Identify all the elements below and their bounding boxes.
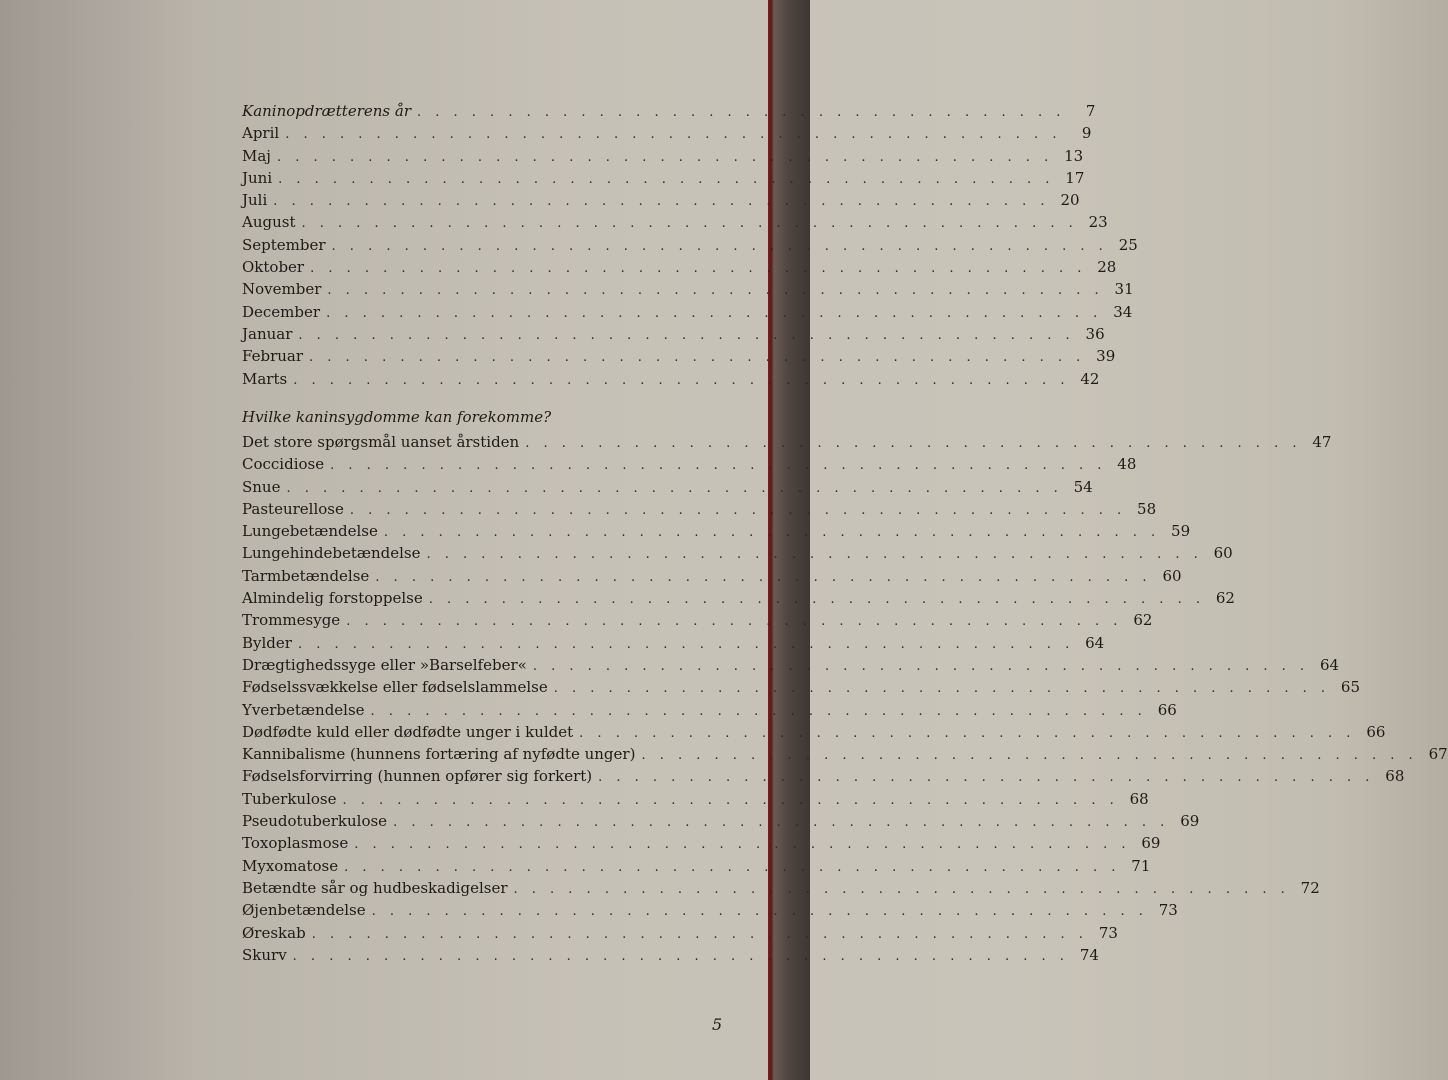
toc-entry-title: Betændte sår og hudbeskadigelser <box>242 878 508 897</box>
toc-entry <box>242 788 1149 810</box>
dot-leader: . . . . . . . . . . . . . . . . . . . . . . . . . . . . . . . . . . . . . . . . . . . <box>426 547 1203 563</box>
dot-leader: . . . . . . . . . . . . . . . . . . . . . . . . . . . . . . . . . . . . . . . . . . . <box>286 480 1063 496</box>
toc-entry-title: November <box>242 280 322 299</box>
dot-leader: . . . . . . . . . . . . . . . . . . . . . . . . . . . . . . . . . . . . . . . . . . . <box>513 881 1290 897</box>
toc-entry-title: Oktober <box>242 258 305 277</box>
toc-page-number: 66 <box>1157 700 1177 719</box>
toc-entry <box>242 899 1178 921</box>
toc-entry <box>242 922 1118 944</box>
toc-entry-title: Januar <box>242 324 293 343</box>
dot-leader: . . . . . . . . . . . . . . . . . . . . . . . . . . . . . . . . . . . . . . . . . . . <box>375 569 1152 585</box>
toc-entry <box>242 520 1191 542</box>
toc-page-number: 28 <box>1097 258 1117 277</box>
dot-leader: . . . . . . . . . . . . . . . . . . . . . . . . . . . . . . . . . . . . . . . . . . . <box>310 261 1087 277</box>
toc-entry <box>242 278 1134 300</box>
toc-page-number: 60 <box>1162 566 1182 585</box>
toc-entry <box>242 877 1320 899</box>
toc-page-number: 7 <box>1085 102 1096 120</box>
dot-leader: . . . . . . . . . . . . . . . . . . . . . . . . . . . . . . . . . . . . . . . . . . . <box>326 305 1103 321</box>
dot-leader: . . . . . . . . . . . . . . . . . . . . . . . . . . . . . . . . . . . . . . . . . . . <box>330 458 1107 474</box>
toc-section-year <box>242 100 1138 390</box>
toc-page-number: 25 <box>1118 235 1138 254</box>
dot-leader: . . . . . . . . . . . . . . . . . . . . . . . . . . . . . . . . . . . . . . . . . . . <box>285 127 1062 143</box>
toc-page-number: 23 <box>1088 213 1108 232</box>
dot-leader: . . . . . . . . . . . . . . . . . . . . . . . . . . . . . . . . . . . . . . . . . . . <box>344 859 1121 875</box>
toc-entry <box>242 145 1084 167</box>
toc-entry-list <box>242 122 1138 390</box>
toc-page-number: 69 <box>1141 834 1161 853</box>
dot-leader: . . . . . . . . . . . . . . . . . . . . . . . . . . . . . . . . . . . . . . . . . . . <box>309 350 1086 366</box>
toc-page-number: 59 <box>1171 522 1191 541</box>
toc-entry-title: Bylder <box>242 633 292 652</box>
toc-entry <box>242 301 1133 323</box>
toc-entry <box>242 167 1085 189</box>
toc-entry-title: Coccidiose <box>242 455 325 474</box>
toc-entry-title: Februar <box>242 347 304 366</box>
toc-entry-title: Pasteurellose <box>242 499 344 518</box>
toc-entry <box>242 345 1116 367</box>
toc-entry <box>242 944 1099 966</box>
toc-entry <box>242 565 1182 587</box>
toc-entry-title: Almindelig forstoppelse <box>242 589 423 608</box>
toc-page-number: 31 <box>1114 280 1134 299</box>
toc-page-number: 73 <box>1158 901 1178 920</box>
toc-entry-title: Fødselssvækkelse eller fødselslammelse <box>242 678 548 697</box>
toc-page-number: 68 <box>1129 789 1149 808</box>
toc-entry <box>242 632 1105 654</box>
toc-entry-title: Dødfødte kuld eller dødfødte unger i kuldet <box>242 722 574 741</box>
dot-leader: . . . . . . . . . . . . . . . . . . . . . . . . . . . . . . . . . . . . . . . . . . . <box>354 837 1131 853</box>
toc-page-number: 58 <box>1137 499 1157 518</box>
section-heading: Hvilke kaninsygdomme kan forekomme? <box>242 408 552 426</box>
toc-entry-title: Lungehindebetændelse <box>242 544 421 563</box>
toc-entry <box>242 498 1157 520</box>
toc-entry <box>242 832 1161 854</box>
toc-entry <box>242 765 1405 787</box>
toc-entry <box>242 256 1117 278</box>
dot-leader: . . . . . . . . . . . . . . . . . . . . . . . . . . . . . . . . . . . . . . . . . . . <box>292 948 1069 964</box>
toc-entry <box>242 587 1235 609</box>
toc-entry <box>242 676 1360 698</box>
toc-entry <box>242 855 1151 877</box>
toc-entry <box>242 211 1108 233</box>
toc-entry <box>242 699 1177 721</box>
toc-entry-title: Det store spørgsmål uanset årstiden <box>242 433 520 451</box>
toc-page-number: 69 <box>1180 812 1200 831</box>
toc-page-number: 64 <box>1319 655 1340 674</box>
toc-page-number: 54 <box>1073 477 1093 496</box>
dot-leader: . . . . . . . . . . . . . . . . . . . . . . . . . . . . . . . . . . . . . . . . . . . <box>311 926 1088 942</box>
toc-entry-title: Juli <box>242 191 268 210</box>
toc-entry-title: Toxoplasmose <box>242 834 349 853</box>
dot-leader: . . . . . . . . . . . . . . . . . . . . . . . . . . . . . . . . . . . . . . . . . . . <box>579 725 1356 741</box>
toc-page-number: 71 <box>1131 856 1151 875</box>
toc-page-number: 62 <box>1215 589 1235 608</box>
toc-page-number: 20 <box>1060 191 1080 210</box>
toc-section-diseases <box>242 408 1448 966</box>
toc-entry <box>242 609 1153 631</box>
section-heading: Kaninopdrætterens år <box>242 102 411 120</box>
toc-page-number: 42 <box>1080 369 1100 388</box>
toc-page-number: 62 <box>1133 611 1153 630</box>
toc-entry <box>242 189 1080 211</box>
toc-page-number: 66 <box>1366 722 1386 741</box>
toc-entry-title: Marts <box>242 369 288 388</box>
toc-entry <box>242 368 1100 390</box>
toc-page-number: 39 <box>1096 347 1116 366</box>
toc-entry-title: April <box>242 124 280 143</box>
dot-leader: . . . . . . . . . . . . . . . . . . . . . . . . . . . . . . . . . . . . . . . . . . . <box>553 681 1330 697</box>
toc-entry-title: Øjenbetændelse <box>242 901 366 920</box>
dot-leader: . . . . . . . . . . . . . . . . . . . . . . . . . . . . . . . . . . . . . . . . . . . <box>346 614 1123 630</box>
toc-entry-title: Juni <box>242 168 273 187</box>
toc-page-number: 34 <box>1113 302 1133 321</box>
toc-entry <box>242 476 1093 498</box>
dot-leader: . . . . . . . . . . . . . . . . . . . . . . . . . . . . . . . . . . . . . . . . . . . <box>371 904 1148 920</box>
toc-page-number: 13 <box>1064 146 1084 165</box>
toc-entry-title: December <box>242 302 321 321</box>
toc-entry <box>242 431 1332 453</box>
dot-leader: . . . . . . . . . . . . . . . . . . . . . . . . . . . . . . . . . . . . . . . . . . . <box>298 327 1075 343</box>
toc-page-number: 47 <box>1312 433 1332 451</box>
dot-leader: . . . . . . . . . . . . . . . . . . . . . . . . . . . . . . . . . . . . . . . . . . . <box>327 283 1104 299</box>
toc-entry-title: Trommesyge <box>242 611 341 630</box>
toc-page-number: 73 <box>1098 923 1118 942</box>
dot-leader: . . . . . . . . . . . . . . . . . . . . . . . . . . . . . . . . . . . . . . . . . . . <box>393 815 1170 831</box>
toc-entry-title: Skurv <box>242 945 287 964</box>
toc-entry <box>242 453 1137 475</box>
toc-entry-title: Tarmbetændelse <box>242 566 370 585</box>
dot-leader: . . . . . . . . . . . . . . . . . . . . . . . . . . . . . . . . . . . . . . . . . . . <box>525 436 1302 451</box>
dot-leader: . . . . . . . . . . . . . . . . . . . . . . . . . . . . . . . . . . . . <box>417 105 1066 120</box>
dot-leader: . . . . . . . . . . . . . . . . . . . . . . . . . . . . . . . . . . . . . . . . . . . <box>428 592 1205 608</box>
toc-page-number: 72 <box>1300 878 1320 897</box>
toc-page-number: 36 <box>1085 324 1105 343</box>
dot-leader: . . . . . . . . . . . . . . . . . . . . . . . . . . . . . . . . . . . . . . . . . . . <box>370 703 1147 719</box>
toc-section-heading-row <box>242 100 1096 122</box>
toc-page-number: 60 <box>1213 544 1233 563</box>
toc-page-number: 48 <box>1117 455 1137 474</box>
dot-leader: . . . . . . . . . . . . . . . . . . . . . . . . . . . . . . . . . . . . . . . . . . . <box>293 372 1070 388</box>
toc-entry <box>242 323 1105 345</box>
page-folio: 5 <box>712 1015 723 1034</box>
toc-page-number: 74 <box>1079 945 1099 964</box>
toc-entry-title: August <box>242 213 296 232</box>
dot-leader: . . . . . . . . . . . . . . . . . . . . . . . . . . . . . . . . . . . . . . . . . . . <box>349 502 1127 518</box>
toc-entry-title: Maj <box>242 146 271 165</box>
dot-leader: . . . . . . . . . . . . . . . . . . . . . . . . . . . . . . . . . . . . . . . . . . . <box>273 194 1050 210</box>
toc-entry-title: Fødselsforvirring (hunnen opfører sig forkert) <box>242 767 593 786</box>
toc-entry <box>242 743 1448 765</box>
toc-entry-title: Tuberkulose <box>242 789 337 808</box>
toc-page-number: 64 <box>1085 633 1105 652</box>
toc-entry <box>242 234 1138 256</box>
dot-leader: . . . . . . . . . . . . . . . . . . . . . . . . . . . . . . . . . . . . . . . . . . . <box>342 792 1119 808</box>
toc-entry <box>242 721 1386 743</box>
toc-entry <box>242 654 1340 676</box>
toc-entry-title: Pseudotuberkulose <box>242 812 388 831</box>
dot-leader: . . . . . . . . . . . . . . . . . . . . . . . . . . . . . . . . . . . . . . . . . . . <box>278 171 1055 187</box>
dot-leader: . . . . . . . . . . . . . . . . . . . . . . . . . . . . . . . . . . . . . . . . . . . <box>641 748 1418 764</box>
toc-page-number: 68 <box>1385 767 1405 786</box>
dot-leader: . . . . . . . . . . . . . . . . . . . . . . . . . . . . . . . . . . . . . . . . . . . <box>532 658 1310 674</box>
toc-page-number: 17 <box>1065 168 1085 187</box>
toc-entry-title: Lungebetændelse <box>242 522 378 541</box>
toc-entry-title: September <box>242 235 326 254</box>
dot-leader: . . . . . . . . . . . . . . . . . . . . . . . . . . . . . . . . . . . . . . . . . . . <box>276 149 1054 165</box>
dot-leader: . . . . . . . . . . . . . . . . . . . . . . . . . . . . . . . . . . . . . . . . . . . <box>598 770 1375 786</box>
toc-entry <box>242 122 1092 144</box>
dot-leader: . . . . . . . . . . . . . . . . . . . . . . . . . . . . . . . . . . . . . . . . . . . <box>331 238 1108 254</box>
toc-entry <box>242 810 1200 832</box>
toc-entry <box>242 542 1233 564</box>
toc-entry-list <box>242 431 1448 966</box>
toc-entry-title: Snue <box>242 477 281 496</box>
toc-page-number: 9 <box>1081 124 1092 143</box>
toc-entry-title: Kannibalisme (hunnens fortæring af nyfødte unger) <box>242 745 636 764</box>
dot-leader: . . . . . . . . . . . . . . . . . . . . . . . . . . . . . . . . . . . . . . . . . . . <box>383 525 1161 541</box>
toc-page-number: 65 <box>1340 678 1360 697</box>
toc-entry-title: Myxomatose <box>242 856 339 875</box>
dot-leader: . . . . . . . . . . . . . . . . . . . . . . . . . . . . . . . . . . . . . . . . . . . <box>297 636 1075 652</box>
toc-page-number: 67 <box>1428 745 1448 764</box>
dot-leader: . . . . . . . . . . . . . . . . . . . . . . . . . . . . . . . . . . . . . . . . . . . <box>301 216 1078 232</box>
toc-entry-title: Øreskab <box>242 923 306 942</box>
toc-entry-title: Drægtighedssyge eller »Barselfeber« <box>242 655 527 674</box>
toc-entry-title: Yverbetændelse <box>242 700 365 719</box>
